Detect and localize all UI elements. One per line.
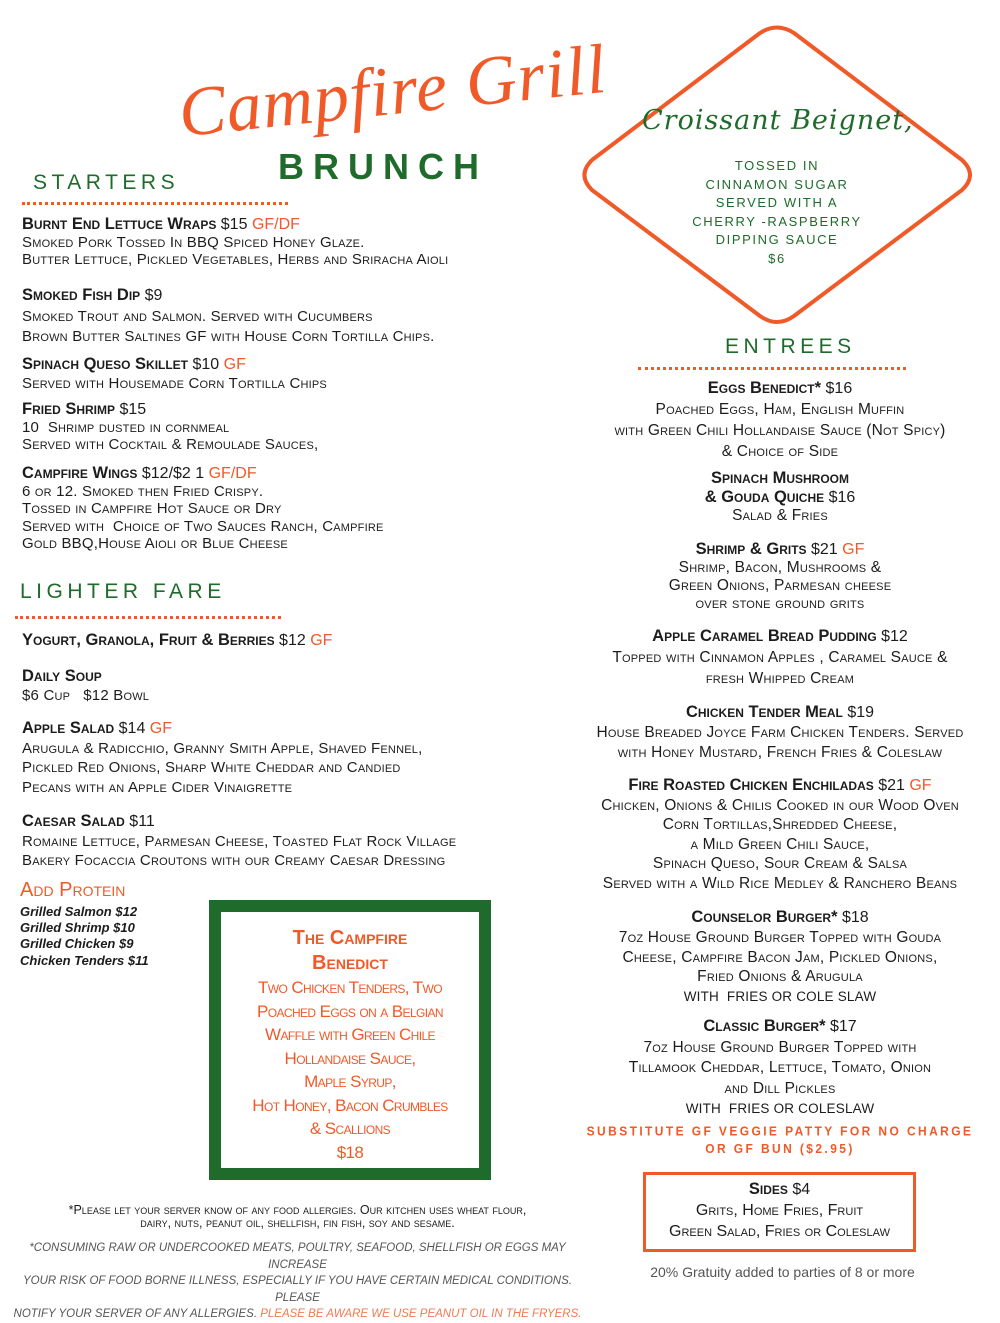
add-protein-list: [20, 904, 149, 969]
add-protein-heading: Add Protein: [20, 879, 126, 901]
dietary-tag: GF: [909, 777, 932, 794]
campfire-benedict-box: [209, 900, 491, 1180]
starters-heading: STARTERS: [33, 171, 180, 194]
menu-item: [22, 812, 456, 871]
item-name: Shrimp & Grits: [695, 540, 807, 558]
benedict-line: Maple Syrup,: [304, 1072, 396, 1091]
entrees-heading: ENTREES: [725, 335, 856, 358]
item-name: Apple Salad: [22, 719, 115, 737]
sides-line: Green Salad, Fries or Coleslaw: [669, 1223, 890, 1240]
special-line: CINNAMON SUGAR: [705, 176, 849, 192]
item-description: Romaine Lettuce, Parmesan Cheese, Toasted Flat Rock Village: [22, 832, 457, 850]
special-line: CHERRY -RASPBERRY: [692, 213, 862, 229]
consumption-warning: [0, 1240, 595, 1323]
substitute-line: SUBSTITUTE GF VEGGIE PATTY FOR NO CHARGE: [586, 1123, 974, 1139]
item-description: Served with Housemade Corn Tortilla Chips: [22, 375, 327, 392]
item-description: Smoked Trout and Salmon. Served with Cucumbers: [22, 307, 373, 325]
item-header: [560, 702, 1000, 723]
item-name: Yogurt, Granola, Fruit & Berries: [22, 631, 275, 649]
item-description: Smoked Pork Tossed In BBQ Spiced Honey Glaze.: [22, 233, 365, 251]
special-line: DIPPING SAUCE: [715, 232, 839, 248]
item-price: $11: [129, 813, 155, 830]
gratuity-note: 20% Gratuity added to parties of 8 or more: [650, 1264, 915, 1280]
item-description: Pickled Red Onions, Sharp White Cheddar and Candied: [22, 759, 401, 776]
item-name: Caesar Salad: [22, 812, 125, 830]
item-description: Served with Choice of Two Sauces Ranch, Campfire: [22, 517, 384, 535]
item-name: & Gouda Quiche: [704, 488, 825, 506]
benedict-line: Two Chicken Tenders, Two: [258, 978, 442, 997]
sides-title: Sides: [748, 1180, 788, 1198]
benedict-line: Hollandaise Sauce,: [284, 1048, 416, 1068]
item-header: [22, 465, 384, 483]
item-description: Topped with Cinnamon Apples , Caramel Sauce &: [612, 649, 948, 666]
menu-item: [560, 1016, 1000, 1120]
sides-line: Grits, Home Fries, Fruit: [695, 1202, 864, 1219]
item-description: and Dill Pickles: [724, 1079, 836, 1097]
item-price: $15: [220, 216, 248, 233]
item-description: Butter Lettuce, Pickled Vegetables, Herbs and Sriracha Aioli: [22, 251, 449, 268]
item-price: $17: [829, 1018, 857, 1035]
item-price: $21: [811, 541, 838, 558]
benedict-line: Hot Honey, Bacon Crumbles: [252, 1095, 448, 1115]
menu-item: [22, 465, 384, 553]
item-description: a Mild Green Chili Sauce,: [690, 835, 870, 853]
dietary-tag: GF/DF: [208, 465, 257, 482]
item-description: Brown Butter Saltines GF with House Corn Tortilla Chips.: [22, 328, 435, 345]
menu-item: [22, 401, 318, 454]
warning-line: NOTIFY YOUR SERVER OF ANY ALLERGIES.: [13, 1308, 261, 1320]
dietary-tag: GF: [310, 632, 333, 649]
item-description: Served with Cocktail & Remoulade Sauces,: [22, 436, 319, 453]
item-name: Fried Shrimp: [22, 400, 116, 418]
protein-item: Grilled Shrimp $10: [20, 920, 135, 936]
item-name: Campfire Wings: [22, 464, 138, 482]
benedict-line: Poached Eggs on a Belgian: [257, 1001, 443, 1021]
protein-item: Grilled Salmon $12: [20, 904, 138, 919]
item-description: Fried Onions & Arugula: [697, 968, 863, 986]
item-description: Spinach Queso, Sour Cream & Salsa: [652, 855, 908, 872]
protein-item: Grilled Chicken $9: [20, 936, 134, 952]
lighter-fare-divider: [15, 616, 281, 619]
warning-line: *CONSUMING RAW OR UNDERCOOKED MEATS, POULTRY, SEAFOOD, SHELLFISH OR EGGS MAY INCREASE: [29, 1242, 566, 1271]
substitute-note: [560, 1122, 1000, 1157]
item-name: Burnt End Lettuce Wraps: [22, 215, 217, 233]
sides-box: [643, 1172, 916, 1252]
item-header: [22, 631, 332, 650]
item-name: Eggs Benedict*: [707, 379, 822, 397]
item-price: $18: [841, 909, 869, 926]
item-description: WITH FRIES OR COLESLAW: [685, 1101, 875, 1116]
item-description: Chicken, Onions & Chilis Cooked in our Wood Oven: [601, 796, 959, 814]
item-name: Apple Caramel Bread Pudding: [652, 627, 877, 645]
dietary-tag: GF/DF: [251, 216, 300, 233]
item-header: [560, 626, 1000, 647]
item-price: $16: [825, 380, 853, 397]
item-price: $9: [144, 287, 163, 304]
item-price: $19: [847, 704, 875, 721]
special-price: $6: [768, 250, 786, 266]
dietary-tag: GF: [842, 541, 865, 558]
item-price: $14: [118, 720, 146, 737]
item-description: Tossed in Campfire Hot Sauce or Dry: [22, 500, 282, 517]
logo-campfire-grill: Campfire Grill: [175, 30, 611, 153]
special-line: SERVED WITH A: [715, 195, 839, 211]
special-line: TOSSED IN: [734, 158, 820, 173]
item-header: [22, 812, 456, 832]
menu-item: [560, 702, 1000, 763]
item-price: $10: [192, 356, 220, 373]
item-description: with Honey Mustard, French Fries & Coleslaw: [617, 744, 943, 761]
item-description: 7oz House Ground Burger Topped with: [643, 1038, 917, 1056]
benedict-line: & Scallions: [309, 1119, 391, 1138]
dietary-tag: GF: [223, 356, 246, 373]
item-description: Poached Eggs, Ham, English Muffin: [655, 401, 905, 418]
item-description: fresh Whipped Cream: [705, 670, 855, 687]
allergy-note: [0, 1204, 595, 1230]
sides-price: $4: [792, 1181, 811, 1198]
item-header: [560, 1016, 1000, 1038]
item-description: Arugula & Radicchio, Granny Smith Apple, Shaved Fennel,: [22, 739, 423, 757]
item-description: Served with a Wild Rice Medley & Ranchero Beans: [602, 874, 958, 892]
item-header: [560, 908, 1000, 928]
item-description: Bakery Focaccia Croutons with our Creamy Caesar Dressing: [22, 852, 446, 869]
item-name: Smoked Fish Dip: [22, 286, 141, 304]
item-description: Cheese, Campfire Bacon Jam, Pickled Onions,: [622, 948, 938, 966]
item-description: Gold BBQ,House Aioli or Blue Cheese: [22, 535, 288, 552]
item-description: 7oz House Ground Burger Topped with Gouda: [618, 928, 942, 946]
item-price: $12: [279, 632, 306, 649]
item-header: [560, 540, 1000, 559]
menu-item: [560, 626, 1000, 689]
menu-item: [560, 469, 1000, 525]
substitute-line: OR GF BUN ($2.95): [705, 1141, 855, 1157]
menu-item: [560, 540, 1000, 613]
menu-item: [560, 908, 1000, 1007]
item-header: [22, 401, 318, 419]
item-price: $21: [878, 777, 905, 794]
benedict-line: Waffle with Green Chile: [265, 1025, 435, 1044]
peanut-warning: PLEASE BE AWARE WE USE PEANUT OIL IN THE FRYERS.: [260, 1308, 582, 1320]
special-description: [627, 157, 927, 269]
special-title: Croissant Beignet,: [642, 105, 914, 136]
item-price: $15: [119, 401, 147, 418]
item-description: with Green Chili Hollandaise Sauce (Not Spicy): [614, 422, 946, 439]
item-name: Spinach Mushroom: [710, 469, 849, 487]
item-description: Shrimp, Bacon, Mushrooms &: [678, 559, 882, 576]
item-name: Counselor Burger*: [691, 908, 838, 926]
item-description: Salad & Fries: [732, 507, 828, 524]
allergy-line: *Please let your server know of any food allergies. Our kitchen uses wheat flour,: [68, 1203, 527, 1217]
item-description: 10 Shrimp dusted in cornmeal: [22, 418, 230, 436]
item-name: Fire Roasted Chicken Enchiladas: [628, 776, 874, 794]
item-header: [22, 719, 422, 739]
item-header: [560, 776, 1000, 796]
item-header: [22, 355, 327, 374]
item-header: [560, 378, 1000, 399]
item-description: Green Onions, Parmesan cheese: [668, 577, 892, 594]
allergy-line: dairy, nuts, peanut oil, shellfish, fin fish, soy and sesame.: [140, 1216, 455, 1230]
item-description: over stone ground grits: [695, 595, 865, 612]
item-price: $16: [828, 489, 856, 506]
item-price: $12: [881, 628, 908, 645]
protein-item: Chicken Tenders $11: [20, 952, 149, 968]
warning-line: YOUR RISK OF FOOD BORNE ILLNESS, ESPECIALLY IF YOU HAVE CERTAIN MEDICAL CONDITIONS. PLEASE: [23, 1275, 572, 1304]
menu-item: [22, 719, 422, 797]
item-description: 6 or 12. Smoked then Fried Crispy.: [22, 482, 264, 500]
item-description: Corn Tortillas,Shredded Cheese,: [662, 816, 898, 833]
entrees-divider: [638, 367, 906, 370]
menu-item: [22, 355, 327, 393]
item-name: Chicken Tender Meal: [685, 703, 843, 721]
item-name: Classic Burger*: [703, 1017, 826, 1035]
item-description: $6 Cup $12 Bowl: [22, 687, 150, 704]
item-header: [22, 667, 149, 686]
menu-item: [560, 776, 1000, 893]
item-description: & Choice of Side: [721, 443, 839, 460]
item-header: [560, 469, 1000, 507]
menu-item: [22, 667, 149, 705]
benedict-title: The Campfire: [292, 927, 408, 949]
item-description: Tillamook Cheddar, Lettuce, Tomato, Onion: [628, 1059, 932, 1076]
item-description: House Breaded Joyce Farm Chicken Tenders. Served: [596, 724, 964, 741]
item-description: Pecans with an Apple Cider Vinaigrette: [22, 778, 293, 796]
item-description: WITH FRIES OR COLE SLAW: [683, 989, 877, 1005]
item-name: Daily Soup: [22, 667, 102, 685]
benedict-price: $18: [336, 1142, 364, 1162]
lighter-fare-heading: LIGHTER FARE: [20, 580, 226, 603]
menu-item: [22, 631, 332, 650]
menu-item: [560, 378, 1000, 462]
brunch-title: BRUNCH: [278, 146, 488, 187]
benedict-title: Benedict: [312, 952, 388, 974]
item-name: Spinach Queso Skillet: [22, 355, 189, 373]
item-price: $12/$2 1: [141, 465, 205, 482]
dietary-tag: GF: [149, 720, 173, 737]
